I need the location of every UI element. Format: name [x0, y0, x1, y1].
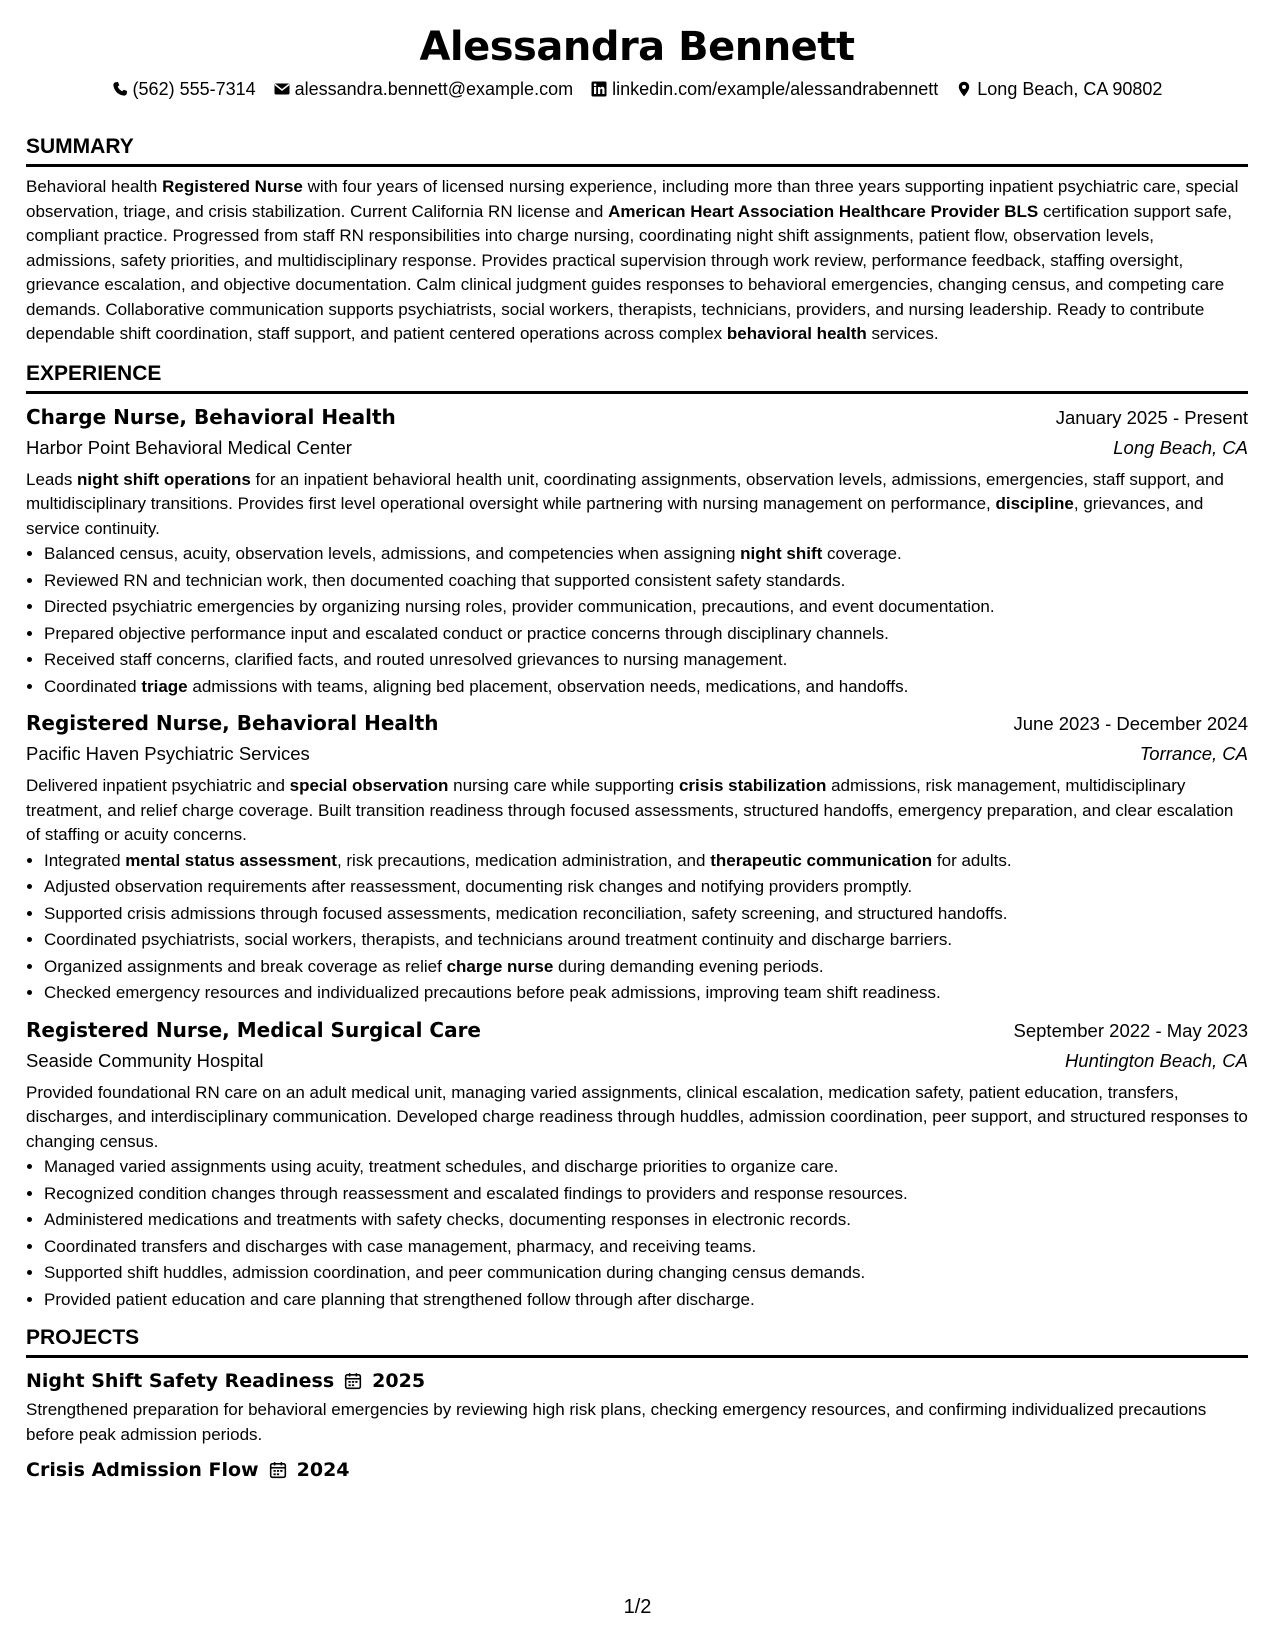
envelope-icon: [274, 81, 290, 97]
contact-phone: [112, 79, 256, 100]
text-run: Supported crisis admissions through focused assessments, medication reconciliation, safety screening, and structured handoffs.: [44, 903, 1008, 923]
experience-heading: EXPERIENCE: [26, 361, 1248, 394]
bullet-item: [44, 1287, 1248, 1314]
bold-keyword: special observation: [289, 776, 449, 795]
text-run: Provided foundational RN care on an adult medical unit, managing varied assignments, clinical escalation, medication safety, patient education, transfers, discharges, and interdisciplinary communication. Developed charge readiness through huddles, admission coordination, peer support, and structured responses to changing census.: [26, 1082, 1248, 1151]
job-bullets: [26, 1154, 1248, 1313]
text-run: , grievances, and service continuity.: [26, 494, 1204, 538]
calendar-icon: [269, 1461, 287, 1479]
bullet-item: [44, 594, 1248, 621]
text-run: Delivered inpatient psychiatric and: [26, 776, 290, 795]
candidate-name: Alessandra Bennett: [419, 24, 855, 70]
job-employer: Seaside Community Hospital: [26, 1049, 264, 1071]
bold-keyword: therapeutic communication: [710, 850, 933, 870]
text-run: Integrated: [44, 850, 126, 870]
job-location: Long Beach, CA: [1113, 436, 1248, 458]
text-run: Provided patient education and care planning that strengthened follow through after discharge.: [44, 1289, 755, 1309]
bold-keyword: night shift operations: [77, 469, 251, 489]
job-entry: [26, 402, 1248, 701]
text-run: with four years of licensed nursing experience, including more than three years supporting inpatient psychiatric care, special observation, triage, and crisis stabilization. Current California RN license and: [26, 177, 1239, 221]
bullet-item: [44, 927, 1248, 954]
bullet-item: [44, 980, 1248, 1007]
job-header: [26, 402, 1248, 433]
project-year: 2024: [296, 1459, 350, 1481]
job-title: Registered Nurse, Medical Surgical Care: [26, 1017, 481, 1042]
job-subheader: [26, 1046, 1248, 1076]
bold-keyword: mental status assessment: [125, 850, 337, 870]
text-run: Balanced census, acuity, observation levels, admissions, and competencies when assigning: [44, 544, 741, 563]
text-run: Coordinated transfers and discharges with case management, pharmacy, and receiving teams.: [44, 1236, 757, 1256]
text-run: for adults.: [932, 850, 1012, 870]
job-dates: January 2025 - Present: [1055, 406, 1248, 428]
bullet-item: [44, 674, 1248, 701]
job-dates: June 2023 - December 2024: [1013, 713, 1248, 734]
project-year: 2025: [372, 1370, 426, 1392]
bullet-item: [44, 647, 1248, 674]
job-entry: [26, 708, 1248, 1007]
job-bullets: [26, 848, 1248, 1007]
location-text: Long Beach, CA 90802: [977, 78, 1163, 99]
bullet-item: [44, 568, 1248, 595]
bullet-item: [44, 541, 1248, 568]
job-header: [26, 708, 1248, 739]
linkedin-text[interactable]: linkedin.com/example/alessandrabennett: [612, 78, 939, 99]
text-run: coverage.: [822, 544, 902, 563]
job-dates: September 2022 - May 2023: [1013, 1019, 1248, 1041]
project-entry: [26, 1366, 1248, 1447]
bold-keyword: crisis stabilization: [678, 776, 827, 795]
job-title: Registered Nurse, Behavioral Health: [26, 711, 439, 735]
project-name: Night Shift Safety Readiness: [26, 1370, 335, 1392]
text-run: Managed varied assignments using acuity, treatment schedules, and discharge priorities to organize care.: [44, 1157, 839, 1176]
project-description: Strengthened preparation for behavioral emergencies by reviewing high risk plans, checking emergency resources, and confirming individualized precautions before peak admission periods.: [26, 1400, 1207, 1444]
resume-page: [26, 0, 1248, 1485]
bold-keyword: Registered Nurse: [162, 177, 303, 196]
bold-keyword: night shift: [740, 544, 823, 563]
job-subheader: [26, 433, 1248, 463]
project-header: [26, 1455, 1248, 1485]
text-run: Reviewed RN and technician work, then documented coaching that supported consistent safety standards.: [44, 570, 846, 590]
text-run: Received staff concerns, clarified facts, and routed unresolved grievances to nursing management.: [44, 650, 788, 669]
summary-heading: SUMMARY: [26, 134, 1248, 167]
project-header: [26, 1366, 1248, 1396]
job-title: Charge Nurse, Behavioral Health: [26, 404, 396, 429]
email-text[interactable]: alessandra.bennett@example.com: [294, 78, 574, 99]
job-location: Huntington Beach, CA: [1064, 1049, 1248, 1071]
text-run: for an inpatient behavioral health unit, coordinating assignments, observation levels, admissions, emergencies, staff support, and multidisciplinary transitions. Provides first level operational oversight while partnering with nursing management on performance,: [26, 469, 1224, 513]
bullet-item: [44, 1154, 1248, 1181]
contact-location: [956, 79, 1162, 100]
text-run: Organized assignments and break coverage as relief: [44, 956, 447, 976]
calendar-icon: [344, 1372, 362, 1390]
bullet-item: [44, 621, 1248, 648]
job-entry: [26, 1015, 1248, 1314]
contact-linkedin[interactable]: [591, 79, 938, 100]
bullet-item: [44, 901, 1248, 928]
bold-keyword: American Heart Association Healthcare Provider BLS: [608, 201, 1039, 221]
text-run: admissions, risk management, multidisciplinary treatment, and relief charge coverage. Built transition readiness through focused assessments, structured handoffs, emergency preparation, and clear escalation of staffing or acuity concerns.: [26, 776, 1234, 844]
map-pin-icon: [956, 81, 972, 97]
text-run: Leads: [26, 469, 78, 489]
job-description: [26, 1081, 1248, 1155]
job-description: [26, 774, 1248, 848]
bullet-item: [44, 1181, 1248, 1208]
bold-keyword: behavioral health: [726, 324, 867, 343]
contact-bar: [26, 76, 1248, 102]
job-location: Torrance, CA: [1139, 743, 1248, 764]
text-run: during demanding evening periods.: [553, 956, 824, 976]
text-run: , risk precautions, medication administration, and: [336, 850, 711, 870]
text-run: Coordinated psychiatrists, social workers, therapists, and technicians around treatment continuity and discharge barriers.: [44, 930, 953, 949]
bullet-item: [44, 848, 1248, 875]
job-description: [26, 468, 1248, 542]
contact-email[interactable]: [274, 79, 573, 100]
experience-list: [26, 402, 1248, 1314]
job-subheader: [26, 739, 1248, 769]
job-bullets: [26, 541, 1248, 700]
phone-icon: [112, 81, 128, 97]
text-run: Directed psychiatric emergencies by organizing nursing roles, provider communication, precautions, and event documentation.: [44, 597, 995, 616]
bold-keyword: charge nurse: [446, 956, 554, 976]
text-run: Coordinated: [44, 676, 142, 696]
project-name: Crisis Admission Flow: [26, 1459, 259, 1481]
summary-text: [26, 175, 1248, 347]
text-run: Prepared objective performance input and escalated conduct or practice concerns through disciplinary channels.: [44, 623, 889, 643]
bold-keyword: discipline: [995, 494, 1074, 513]
text-run: nursing care while supporting: [448, 776, 679, 795]
text-run: Adjusted observation requirements after reassessment, documenting risk changes and notifying providers promptly.: [44, 877, 913, 896]
text-run: Behavioral health: [26, 177, 163, 196]
bold-keyword: triage: [141, 676, 188, 696]
bullet-item: [44, 1234, 1248, 1261]
text-run: Supported shift huddles, admission coordination, and peer communication during changing census demands.: [44, 1263, 866, 1282]
text-run: services.: [866, 324, 939, 343]
job-employer: Pacific Haven Psychiatric Services: [26, 743, 310, 764]
job-header: [26, 1015, 1248, 1046]
text-run: Administered medications and treatments with safety checks, documenting responses in electronic records.: [44, 1210, 851, 1229]
text-run: admissions with teams, aligning bed placement, observation needs, medications, and handoffs.: [187, 676, 909, 696]
projects-heading: PROJECTS: [26, 1325, 1248, 1358]
linkedin-icon: [591, 81, 607, 97]
bullet-item: [44, 874, 1248, 901]
bullet-item: [44, 954, 1248, 981]
text-run: Recognized condition changes through reassessment and escalated findings to providers and response resources.: [44, 1183, 908, 1203]
text-run: certification support safe, compliant practice. Progressed from staff RN responsibilities into charge nursing, coordinating night shift assignments, patient flow, observation levels, admissions, safety priorities, and multidisciplinary response. Provides practical supervision through work review, performance feedback, staffing oversight, grievance escalation, and objective documentation. Calm clinical judgment guides responses to behavioral emergencies, changing census, and competing care demands. Collaborative communication supports psychiatrists, social workers, therapists, technicians, providers, and nursing leadership. Ready to contribute dependable shift coordination, staff support, and patient centered operations across complex: [26, 201, 1232, 343]
projects-list: [26, 1366, 1248, 1485]
page-number: 1/2: [623, 1596, 652, 1618]
project-entry: [26, 1455, 1248, 1485]
bullet-item: [44, 1260, 1248, 1287]
phone-text: (562) 555-7314: [132, 78, 256, 99]
job-employer: Harbor Point Behavioral Medical Center: [26, 436, 352, 458]
text-run: Checked emergency resources and individualized precautions before peak admissions, improving team shift readiness.: [44, 983, 941, 1002]
bullet-item: [44, 1207, 1248, 1234]
